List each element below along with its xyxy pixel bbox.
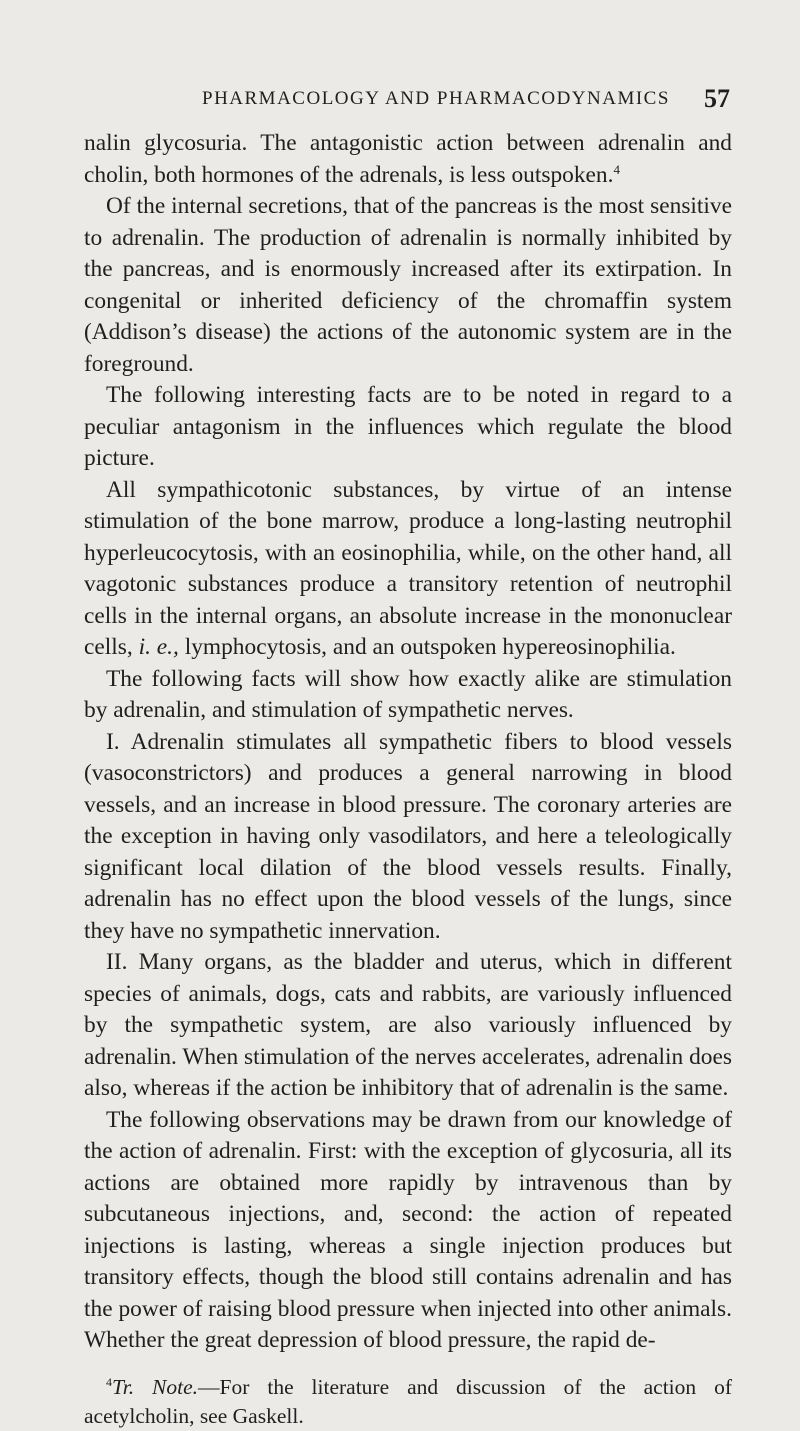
book-page	[0, 84, 800, 1428]
paragraph-7: II. Many organs, as the bladder and uterus, which in different species of animals, dogs, cats and rabbits, are variously influenced by the sympathetic system, are also variously influenced by adrenalin. When stimulation of the nerves accelerates, adrenalin does also, whereas if the action be inhibitory that of adrenalin is the same.	[84, 949, 732, 1101]
footnote	[84, 1373, 732, 1431]
footnote-label: Tr. Note.	[112, 1374, 199, 1399]
page-number: 57	[704, 84, 730, 113]
running-head	[84, 84, 732, 128]
paragraph-6: I. Adrenalin stimulates all sympathetic fibers to blood vessels (vasoconstrictors) and produces a general narrowing in blood vessels, and an increase in blood pressure. The coronary arteries are the exception in having only vasodilators, and here a teleologically significant local dilation of the blood vessels results. Finally, adrenalin has no effect upon the blood vessels of the lungs, since they have no sympathetic innervation.	[84, 728, 732, 944]
paragraph-3: The following interesting facts are to be noted in regard to a peculiar antagonism in the influences which regulate the blood picture.	[84, 382, 732, 471]
footnote-text: —For the literature and discussion of the action of acetylcholin, see Gaskell.	[84, 1374, 732, 1428]
paragraph-4: All sympathicotonic substances, by virtue of an intense stimulation of the bone marrow, produce a long-lasting neutrophil hyperleucocytosis, with an eosinophilia, while, on the other hand, all vagotonic substances produce a transitory retention of neutrophil cells in the internal organs, an absolute increase in the mononuclear cells, i. e., lymphocytosis, and an outspoken hypereosinophilia.	[84, 476, 732, 660]
paragraph-2: Of the internal secretions, that of the pancreas is the most sensitive to adrenalin. The production of adrenalin is normally inhibited by the pancreas, and is enormously increased after its extirpation. In congenital or inherited deficiency of the chromaffin system (Addison’s disease) the actions of the autonomic system are in the foreground.	[84, 193, 732, 377]
body-text	[84, 128, 732, 1357]
footnote-reference[interactable]: 4	[613, 161, 620, 177]
paragraph-1: nalin glycosuria. The antagonistic action between adrenalin and cholin, both hormones of the adrenals, is less outspoken.$^4$	[84, 130, 732, 188]
paragraph-5: The following facts will show how exactly alike are stimulation by adrenalin, and stimulation of sympathetic nerves.	[84, 665, 732, 723]
abbreviation-ie: i. e.,	[138, 634, 179, 660]
footnote-mark: 4	[106, 1374, 112, 1389]
running-title: PHARMACOLOGY AND PHARMACODYNAMICS	[202, 88, 670, 109]
paragraph-8: The following observations may be drawn from our knowledge of the action of adrenalin. First: with the exception of glycosuria, all its actions are obtained more rapidly by intravenous than by subcutaneous injections, and, second: the action of repeated injections is lasting, whereas a single injection produces but transitory effects, though the blood still contains adrenalin and has the power of raising blood pressure when injected into other animals. Whether the great depression of blood pressure, the rapid de-	[84, 1106, 732, 1353]
